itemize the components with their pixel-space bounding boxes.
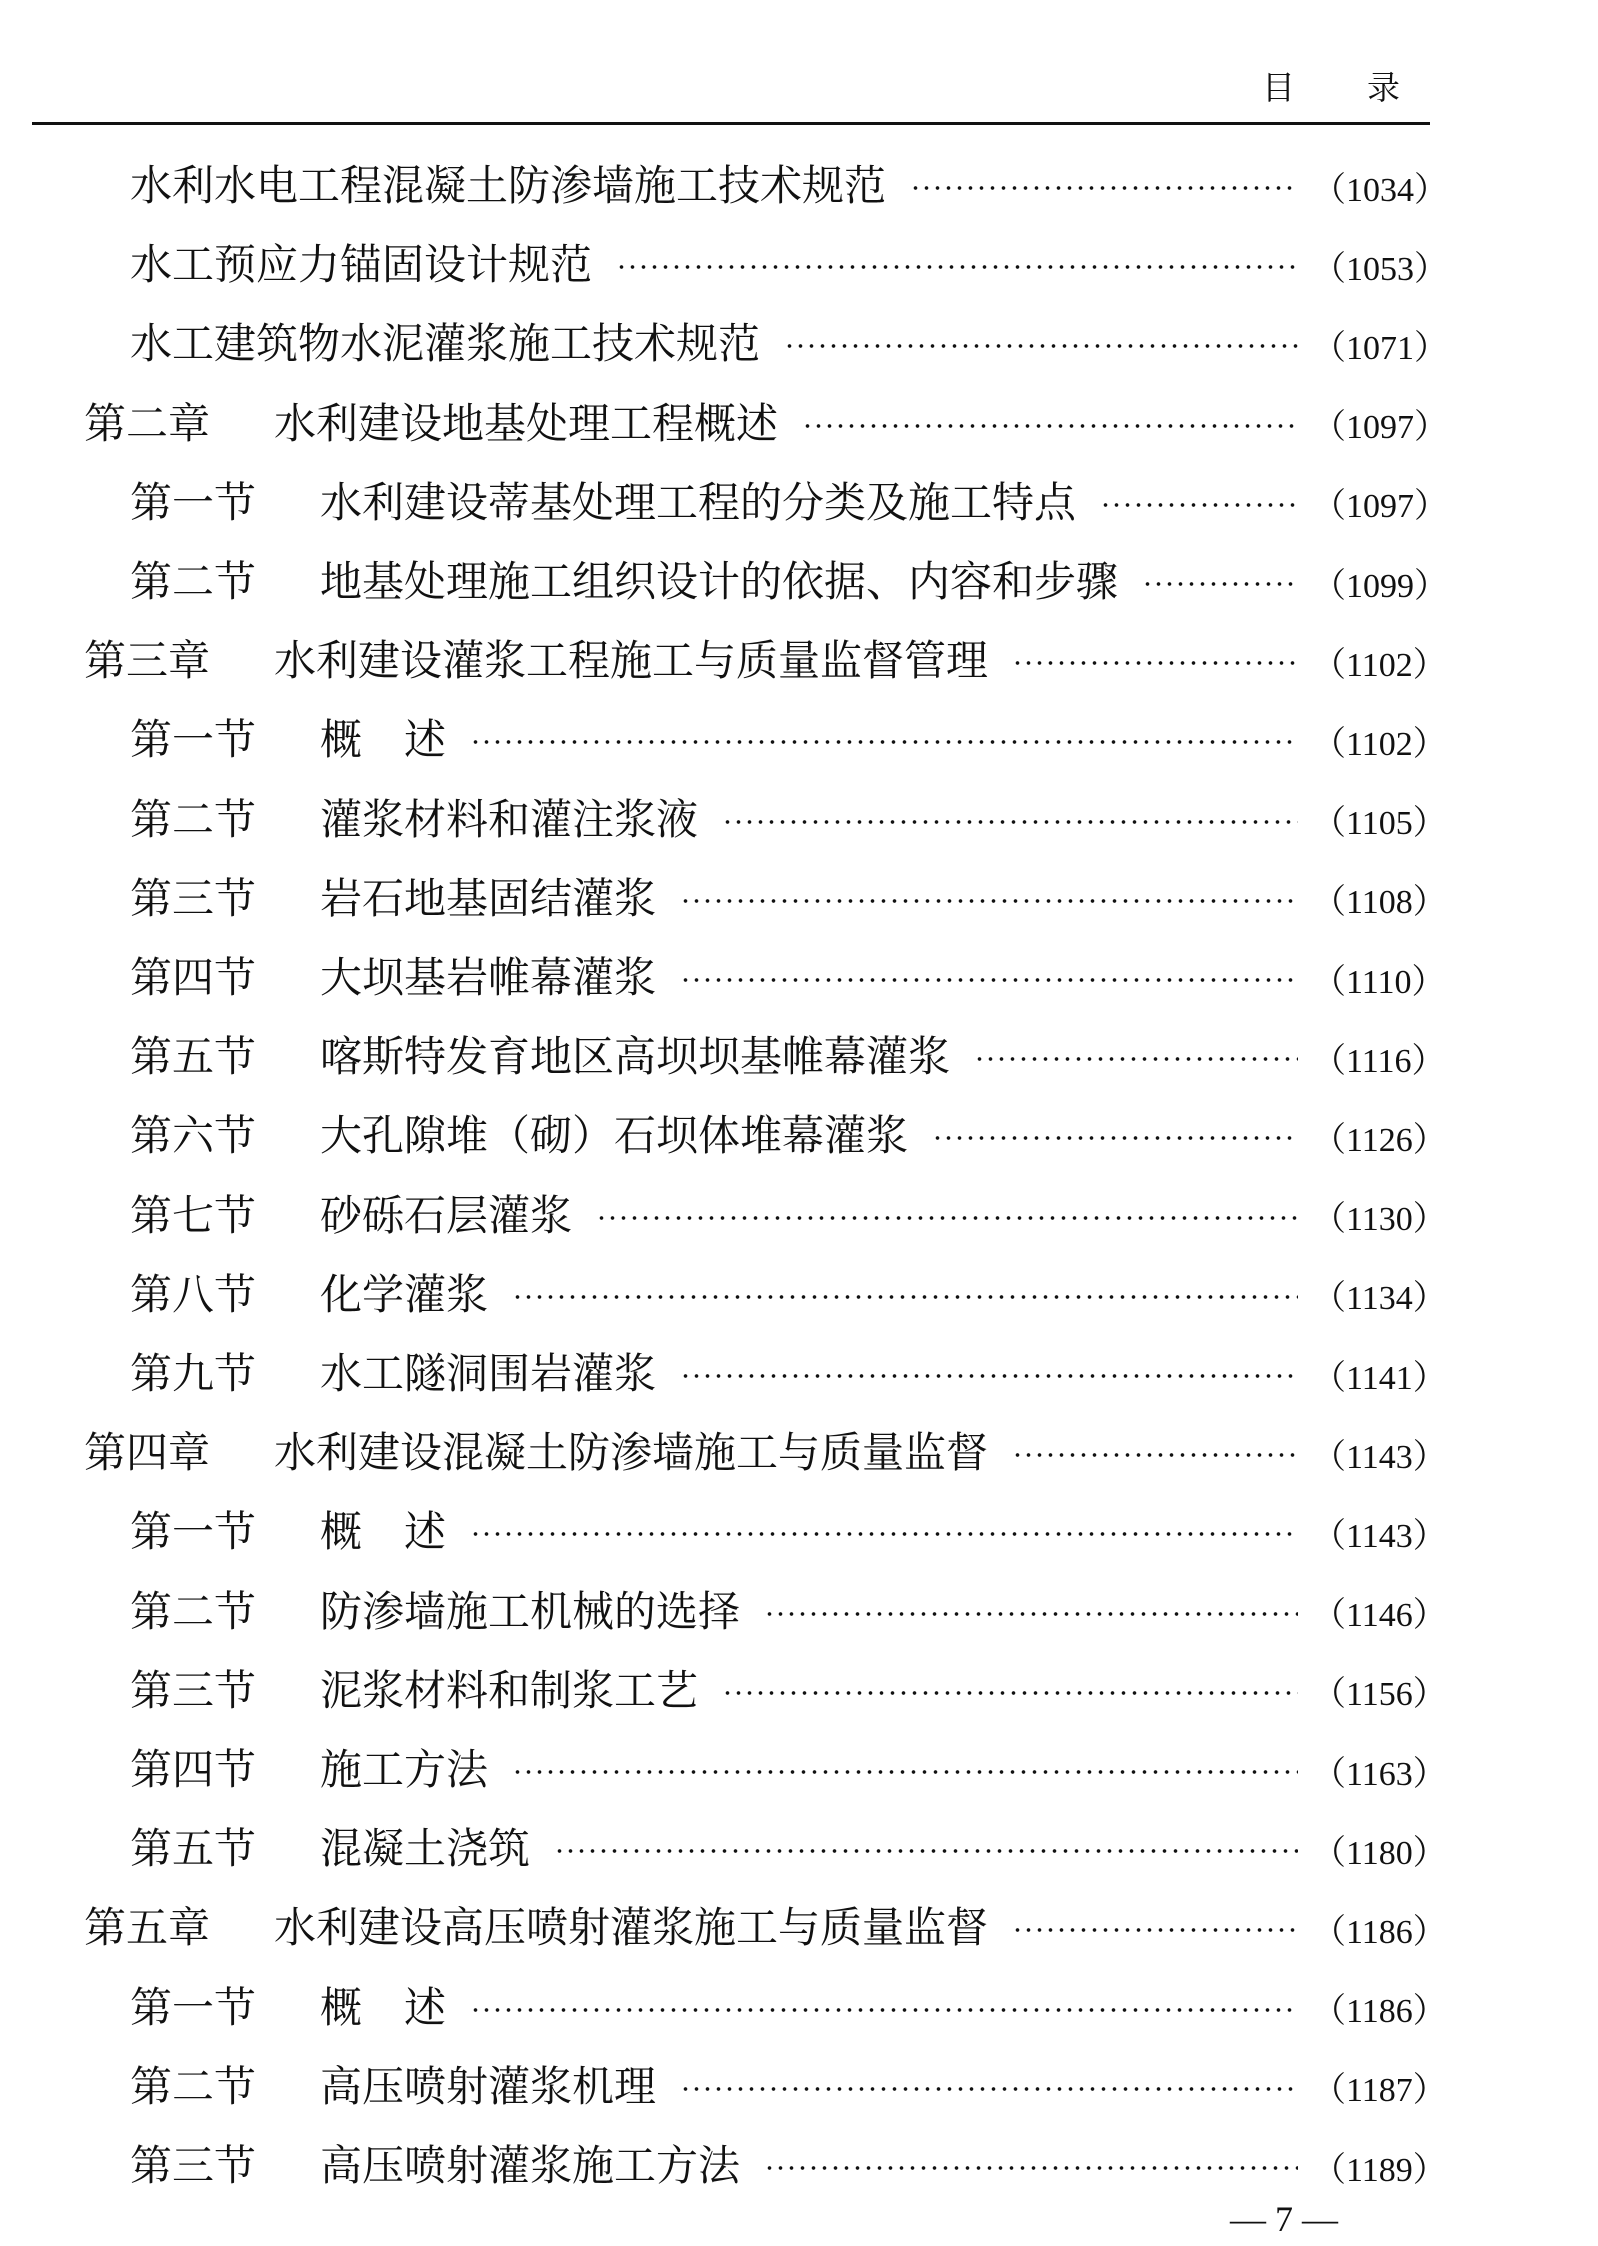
toc-entry-page: （1097） [1312, 409, 1448, 447]
dot-leader [722, 1691, 1298, 1695]
toc-entry-title: 岩石地基固结灌浆 [320, 873, 657, 923]
toc-entry-title: 水工预应力锚固设计规范 [130, 240, 593, 290]
section-number: 第一节 [130, 1982, 257, 2032]
toc-entry-page: （1143） [1312, 1438, 1447, 1476]
toc-entry-page: （1163） [1312, 1755, 1447, 1793]
toc-entry [84, 388, 1448, 454]
dot-leader [680, 1374, 1298, 1378]
dot-leader [680, 978, 1298, 982]
toc-entry [130, 229, 1448, 295]
dot-leader [764, 2166, 1298, 2170]
dot-leader [1142, 582, 1298, 586]
section-number: 第九节 [130, 1349, 257, 1398]
toc-entry [130, 1576, 1447, 1642]
toc-entry [130, 1655, 1447, 1721]
dot-leader [596, 1216, 1298, 1220]
toc-entry-label [84, 1895, 988, 1955]
toc-entry-title: 高压喷射灌浆施工方法 [320, 2141, 741, 2190]
dot-leader [1012, 661, 1298, 665]
toc-entry [130, 1734, 1447, 1800]
toc-entry [130, 863, 1447, 929]
toc-entry [84, 625, 1447, 691]
toc-entry-page: （1108） [1312, 884, 1447, 922]
toc-entry-label [130, 1024, 950, 1084]
toc-entry-page: （1102） [1312, 646, 1447, 684]
toc-entry-title: 泥浆材料和制浆工艺 [320, 1665, 699, 1715]
toc-entry-label [130, 1183, 572, 1243]
toc-entry-label [130, 787, 698, 847]
toc-entry-title: 施工方法 [320, 1745, 489, 1794]
toc-entry-page: （1105） [1312, 805, 1447, 843]
toc-entry-title: 大坝基岩帷幕灌浆 [320, 953, 657, 1002]
section-number: 第五节 [130, 1032, 257, 1082]
toc-entry [130, 2051, 1447, 2117]
chapter-number: 第五章 [84, 1903, 211, 1953]
toc-entry [130, 546, 1448, 612]
toc-entry-label [84, 1420, 988, 1480]
dot-leader [512, 1770, 1298, 1774]
toc-entry-title: 概 述 [320, 715, 447, 765]
toc-entry-title: 喀斯特发育地区高坝坝基帷幕灌浆 [320, 1032, 951, 1082]
dot-leader [616, 265, 1298, 269]
toc-entry [130, 1180, 1447, 1246]
toc-entry-page: （1053） [1312, 250, 1448, 288]
toc-entry-title: 水利建设地基处理工程概述 [274, 398, 779, 448]
toc-entry-title: 水工建筑物水泥灌浆施工技术规范 [130, 319, 761, 369]
section-number: 第二节 [130, 1586, 257, 1636]
toc-entry [130, 150, 1448, 216]
section-number: 第八节 [130, 1269, 257, 1319]
toc-entry-page: （1134） [1312, 1280, 1447, 1318]
toc-entry-label [130, 1499, 446, 1559]
section-number: 第五节 [130, 1824, 257, 1874]
dot-leader [974, 1057, 1298, 1061]
toc-entry-page: （1141） [1312, 1359, 1447, 1397]
section-number: 第二节 [130, 2061, 257, 2111]
toc-entry-page: （1097） [1312, 488, 1448, 526]
dot-leader [932, 1136, 1298, 1140]
toc-entry-label [130, 1579, 740, 1639]
dot-leader [554, 1849, 1298, 1853]
page-number: — 7 — [1230, 2199, 1338, 2239]
section-number: 第六节 [130, 1111, 257, 1161]
toc-entry [130, 2130, 1447, 2196]
dot-leader [722, 820, 1298, 824]
toc-entry-title: 水工隧洞围岩灌浆 [320, 1349, 657, 1398]
toc-entry [130, 1100, 1447, 1166]
chapter-number: 第二章 [84, 398, 211, 448]
toc-entry-label [130, 1103, 908, 1163]
toc-entry-label [130, 549, 1118, 609]
toc-entry [130, 942, 1446, 1008]
toc-entry-label [130, 866, 656, 926]
dot-leader [910, 186, 1298, 190]
toc-entry-label [130, 1341, 656, 1401]
toc-entry [84, 1892, 1447, 1958]
toc-entry [130, 704, 1447, 770]
dot-leader [764, 1612, 1298, 1616]
toc-entry [130, 467, 1448, 533]
toc-entry [130, 1972, 1447, 2038]
toc-entry-title: 概 述 [320, 1982, 447, 2032]
toc-entry-title: 砂砾石层灌浆 [320, 1190, 573, 1240]
toc-entry-title: 水利建设混凝土防渗墙施工与质量监督 [274, 1428, 989, 1478]
toc-entry-title: 化学灌浆 [320, 1269, 489, 1319]
toc-entry-title: 大孔隙堆（砌）石坝体堆幕灌浆 [320, 1111, 909, 1161]
section-number: 第一节 [130, 1507, 257, 1557]
section-number: 第四节 [130, 1745, 257, 1794]
toc-entry-label [130, 707, 446, 767]
toc-entry-title: 概 述 [320, 1507, 447, 1557]
toc-entry-title: 水利水电工程混凝土防渗墙施工技术规范 [130, 161, 887, 210]
toc-entry-page: （1146） [1312, 1597, 1447, 1635]
toc-entry-title: 地基处理施工组织设计的依据、内容和步骤 [320, 557, 1119, 606]
toc-entry [130, 1021, 1446, 1087]
toc-entry-title: 水利建设蒂基处理工程的分类及施工特点 [320, 477, 1077, 527]
dot-leader [802, 424, 1298, 428]
toc-entry-label [130, 470, 1076, 530]
toc-entry-page: （1071） [1312, 329, 1448, 367]
toc-entry [130, 784, 1447, 850]
dot-leader [1100, 503, 1298, 507]
toc-entry-page: （1186） [1312, 1913, 1447, 1951]
toc-entry [130, 1338, 1447, 1404]
toc-entry-page: （1130） [1312, 1201, 1447, 1239]
section-number: 第三节 [130, 873, 257, 923]
toc-entry [130, 308, 1448, 374]
chapter-number: 第四章 [84, 1428, 211, 1478]
toc-entry-label [130, 1262, 488, 1322]
toc-entry-label [130, 2054, 656, 2114]
section-number: 第二节 [130, 794, 257, 844]
section-number: 第一节 [130, 477, 257, 527]
toc-entry-page: （1102） [1312, 725, 1447, 763]
dot-leader [1012, 1928, 1298, 1932]
dot-leader [470, 740, 1298, 744]
toc-entry-label [84, 391, 778, 451]
toc-entry-page: （1126） [1312, 1121, 1447, 1159]
section-number: 第四节 [130, 953, 257, 1002]
toc-entry-label [84, 628, 988, 688]
toc-entry-page: （1110） [1312, 963, 1446, 1001]
toc-entry [130, 1259, 1447, 1325]
toc-entry-label [130, 1658, 698, 1718]
header-title: 目 录 [1262, 68, 1402, 107]
toc-entry-title: 灌浆材料和灌注浆液 [320, 794, 699, 844]
toc-entry-page: （1156） [1312, 1676, 1447, 1714]
toc-entry-label [130, 1816, 530, 1876]
toc-entry-label [130, 153, 886, 213]
toc-entry-title: 高压喷射灌浆机理 [320, 2061, 657, 2111]
dot-leader [470, 2008, 1298, 2012]
toc-entry-label [130, 1737, 488, 1797]
dot-leader [1012, 1453, 1298, 1457]
toc-entry-label [130, 311, 760, 371]
toc-entry-page: （1186） [1312, 1993, 1447, 2031]
toc-entry-label [130, 945, 656, 1005]
toc-entry-title: 混凝土浇筑 [320, 1824, 531, 1874]
running-header [32, 0, 1430, 125]
toc-entry [84, 1417, 1447, 1483]
toc-entry-page: （1187） [1312, 2072, 1447, 2110]
section-number: 第三节 [130, 1665, 257, 1715]
toc-entry-label [130, 232, 592, 292]
section-number: 第一节 [130, 715, 257, 765]
section-number: 第三节 [130, 2141, 257, 2190]
toc-entry [130, 1496, 1447, 1562]
toc-entry-label [130, 2133, 740, 2193]
dot-leader [470, 1532, 1298, 1536]
chapter-number: 第三章 [84, 636, 211, 686]
dot-leader [680, 899, 1298, 903]
toc-entry [130, 1813, 1447, 1879]
section-number: 第七节 [130, 1190, 257, 1240]
section-number: 第二节 [130, 557, 257, 606]
toc-entry-label [130, 1975, 446, 2035]
toc-entry-page: （1099） [1312, 567, 1448, 605]
dot-leader [512, 1295, 1298, 1299]
toc-entry-page: （1189） [1312, 2151, 1447, 2189]
toc-entry-page: （1180） [1312, 1834, 1447, 1872]
toc-entry-title: 防渗墙施工机械的选择 [320, 1586, 741, 1636]
toc-entry-title: 水利建设高压喷射灌浆施工与质量监督 [274, 1903, 989, 1953]
toc-entry-title: 水利建设灌浆工程施工与质量监督管理 [274, 636, 989, 686]
toc-entry-page: （1116） [1312, 1042, 1446, 1080]
dot-leader [784, 344, 1298, 348]
toc-entry-page: （1034） [1312, 171, 1448, 209]
dot-leader [680, 2087, 1298, 2091]
toc-entry-page: （1143） [1312, 1517, 1447, 1555]
